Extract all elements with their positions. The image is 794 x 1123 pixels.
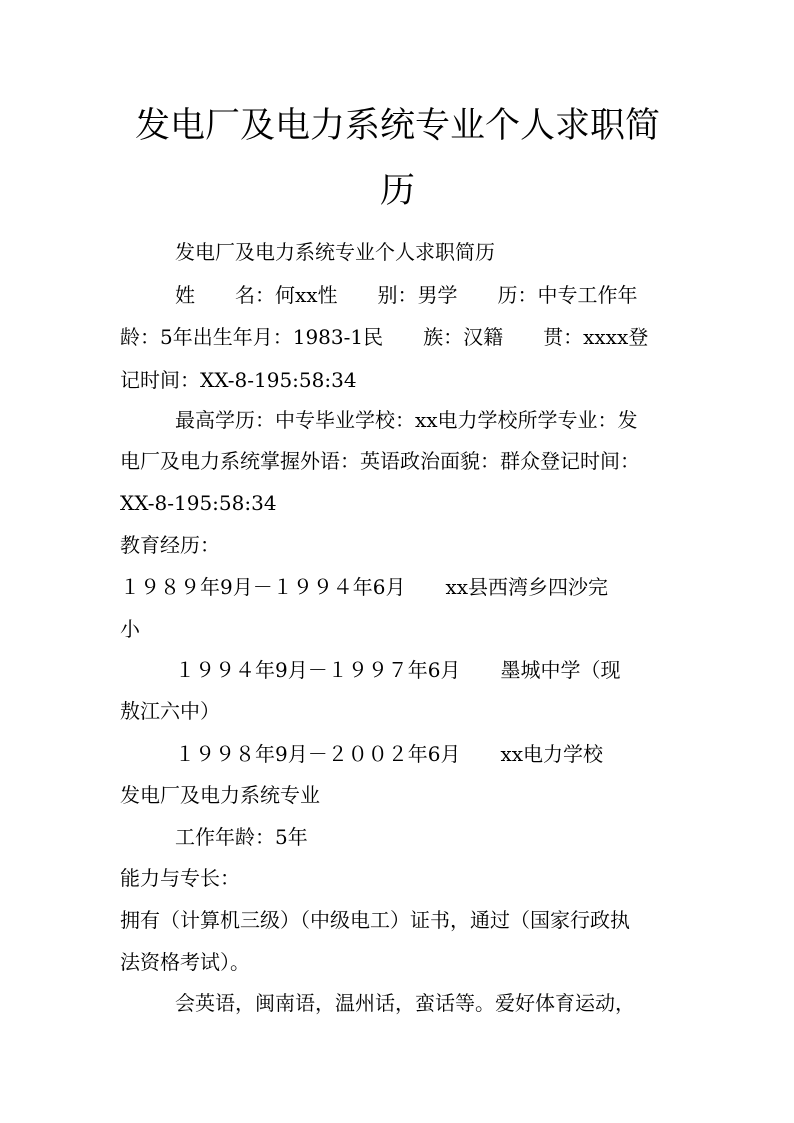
personal-info-line: 记时间：XX-8-195:58:34 (120, 368, 357, 392)
skills-heading: 能力与专长： (120, 866, 240, 890)
skills-line: 会英语，闽南语，温州话，蛮话等。爱好体育运动， (175, 991, 635, 1015)
education-history-heading: 教育经历： (120, 533, 220, 557)
education-summary-line: 最高学历：中专毕业学校：xx电力学校所学专业：发 (175, 408, 638, 432)
skills-line: 法资格考试）。 (120, 950, 250, 974)
resume-heading: 发电厂及电力系统专业个人求职简历 (175, 240, 495, 264)
work-years-line: 工作年龄：5年 (175, 825, 308, 849)
education-entry: 敖江六中） (120, 699, 220, 723)
education-entry: １９８９年9月－１９９４年6月 xx县西湾乡四沙完 (120, 575, 609, 599)
document-title-line-2: 历 (379, 171, 415, 211)
education-entry: 小 (120, 617, 140, 641)
education-summary-line: XX-8-195:58:34 (120, 491, 277, 515)
education-entry: １９９８年9月－２００２年6月 xx电力学校 (175, 742, 604, 766)
personal-info-line: 龄：5年出生年月：1983-1民 族：汉籍 贯：xxxx登 (120, 325, 649, 349)
education-entry: 发电厂及电力系统专业 (120, 783, 320, 807)
skills-line: 拥有（计算机三级）（中级电工）证书，通过（国家行政执 (120, 908, 630, 932)
document-title-line-1: 发电厂及电力系统专业个人求职简 (134, 106, 660, 146)
personal-info-line: 姓 名：何xx性 别：男学 历：中专工作年 (175, 283, 638, 307)
education-entry: １９９４年9月－１９９７年6月 墨城中学（现 (175, 658, 621, 682)
education-summary-line: 电厂及电力系统掌握外语：英语政治面貌：群众登记时间： (120, 449, 640, 473)
